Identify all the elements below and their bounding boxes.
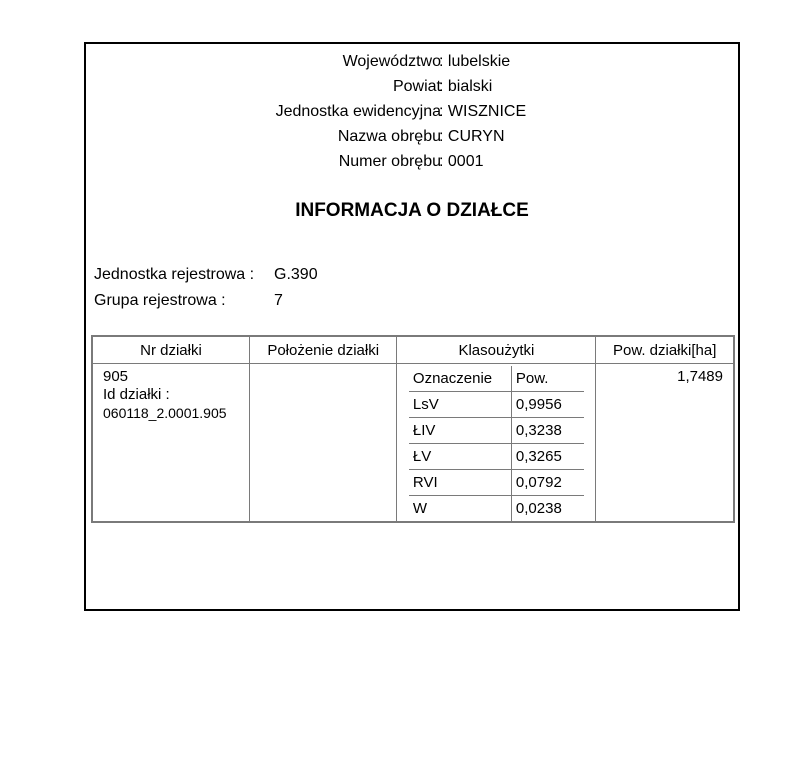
table-row <box>409 496 584 522</box>
parcel-id: 060118_2.0001.905 <box>103 405 227 421</box>
header-label: Nazwa obrębu <box>337 128 441 145</box>
header-value: : CURYN <box>439 128 505 145</box>
klas-symbol: RVI <box>409 470 512 496</box>
registry-group-label: Grupa rejestrowa : <box>94 292 226 309</box>
header-label: Jednostka ewidencyjna <box>275 103 441 120</box>
klas-area: 0,0792 <box>511 470 584 496</box>
registry-unit <box>94 264 318 286</box>
table-row <box>92 364 734 523</box>
parcel-number: 905 <box>103 368 129 385</box>
parcel-area-cell <box>596 364 734 523</box>
klas-area: 0,3265 <box>511 444 584 470</box>
registry-unit-label: Jednostka rejestrowa : <box>94 266 255 283</box>
parcel-table <box>91 335 735 523</box>
header-row-obreb-number <box>86 150 738 174</box>
table-row <box>409 444 584 470</box>
klas-symbol: ŁV <box>409 444 512 470</box>
registry-group-value: 7 <box>274 292 283 309</box>
klas-area: 0,0238 <box>515 500 562 517</box>
header-label: Województwo <box>342 53 441 70</box>
klas-area: 0,3238 <box>511 418 584 444</box>
klasouzytki-table <box>409 366 584 521</box>
header-row-obreb-name <box>86 125 738 149</box>
column-header: Oznaczenie <box>409 366 512 392</box>
header-row-jednostka <box>86 100 738 124</box>
klas-symbol: W <box>409 496 512 522</box>
klasouzytki-cell <box>397 364 596 523</box>
column-header: Klasoużytki <box>397 336 596 364</box>
header-value: : 0001 <box>439 153 484 170</box>
table-row <box>409 392 584 418</box>
column-header: Położenie działki <box>249 336 397 364</box>
header-row-powiat <box>86 75 738 99</box>
parcel-number-cell <box>92 364 249 523</box>
klas-area: 0,9956 <box>511 392 584 418</box>
registry-unit-value: G.390 <box>274 266 318 283</box>
document-frame <box>84 42 740 611</box>
header-label: Powiat <box>392 78 441 95</box>
registry-group <box>94 290 283 312</box>
klas-symbol: LsV <box>409 392 512 418</box>
klas-symbol: ŁIV <box>409 418 512 444</box>
header-label: Numer obrębu <box>338 153 441 170</box>
header-value: : lubelskie <box>439 53 511 70</box>
column-header: Pow. działki[ha] <box>596 336 734 364</box>
parcel-location-cell <box>249 364 397 523</box>
parcel-table-header <box>92 336 734 364</box>
header-value: : bialski <box>439 78 493 95</box>
parcel-id-label: Id działki : <box>103 386 170 403</box>
table-row <box>409 418 584 444</box>
column-header: Pow. <box>511 366 584 392</box>
klasouzytki-header <box>409 366 584 392</box>
header-value: : WISZNICE <box>439 103 527 120</box>
parcel-area: 1,7489 <box>677 368 723 385</box>
table-row <box>409 470 584 496</box>
header-row-wojewodztwo <box>86 50 738 74</box>
document-title: INFORMACJA O DZIAŁCE <box>295 200 529 221</box>
column-header: Nr działki <box>92 336 249 364</box>
